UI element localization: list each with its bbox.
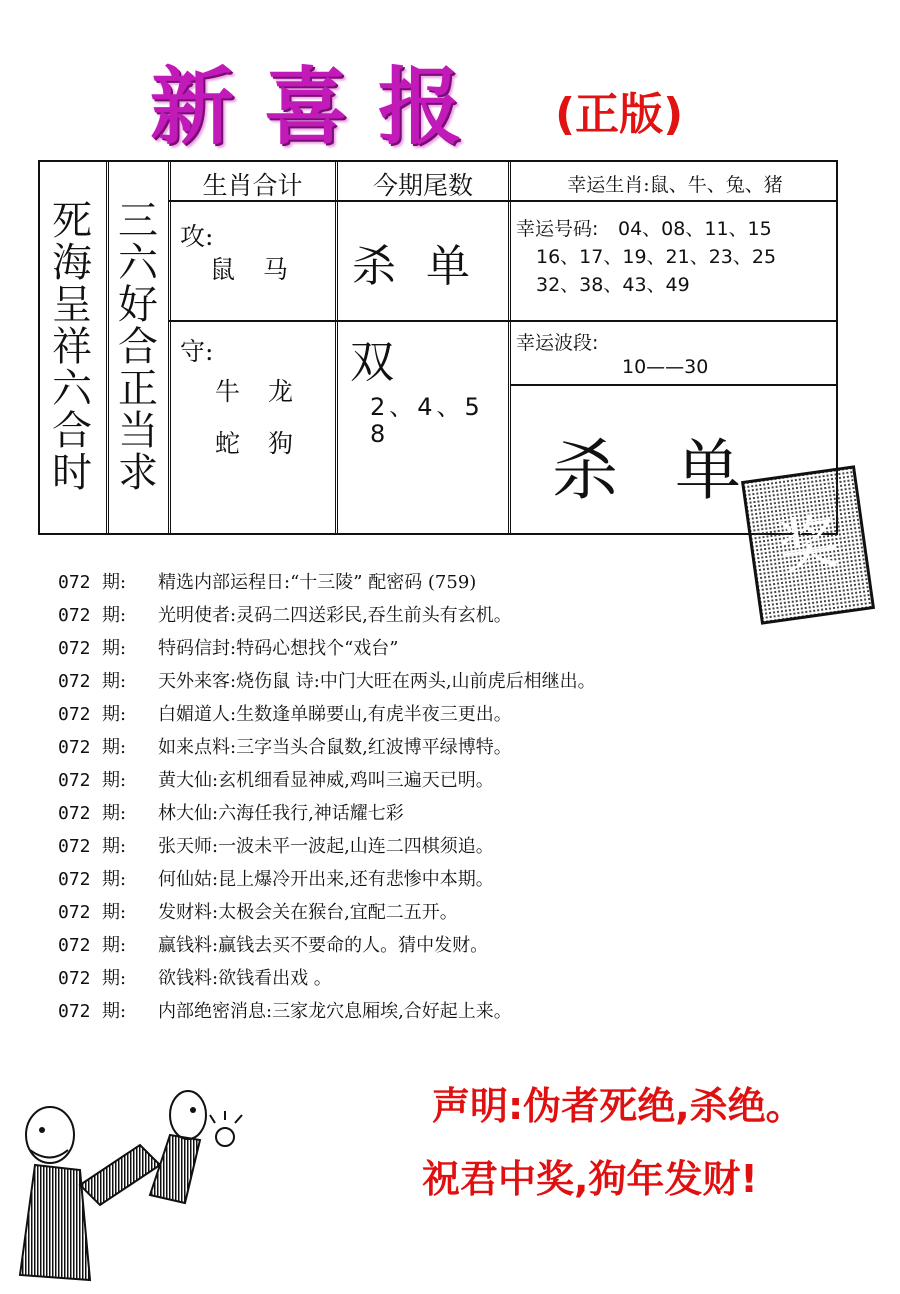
lucky-band-range: 10——30 bbox=[622, 356, 709, 378]
divider bbox=[335, 162, 338, 533]
left-verse-2: 三六好合正当求 bbox=[118, 198, 158, 496]
forecast-line bbox=[58, 898, 458, 924]
issue-number: 072 bbox=[58, 737, 91, 758]
forecast-text: 赢钱料:赢钱去买不要命的人。猜中发财。 bbox=[158, 935, 489, 956]
forecast-line bbox=[58, 931, 488, 957]
lucky-man-cartoon-icon bbox=[10, 1075, 260, 1290]
seal-stamp-icon bbox=[738, 462, 878, 627]
forecast-text: 发财料:太极会关在猴台,宜配二五开。 bbox=[158, 902, 458, 923]
masthead-title: 新喜报 bbox=[150, 58, 493, 156]
issue-number: 072 bbox=[58, 605, 91, 626]
declaration-line2: 祝君中奖,狗年发财! bbox=[422, 1157, 758, 1201]
attack-animals: 鼠 马 bbox=[210, 255, 288, 284]
issue-number: 072 bbox=[58, 572, 91, 593]
issue-number: 072 bbox=[58, 638, 91, 659]
forecast-text: 光明使者:灵码二四送彩民,吞生前头有玄机。 bbox=[158, 605, 512, 626]
issue-number: 072 bbox=[58, 704, 91, 725]
issue-label: 期: bbox=[102, 803, 127, 824]
forecast-text: 林大仙:六海任我行,神话耀七彩 bbox=[158, 803, 404, 824]
issue-label: 期: bbox=[102, 836, 127, 857]
divider bbox=[508, 162, 511, 533]
issue-label: 期: bbox=[102, 737, 127, 758]
forecast-line bbox=[58, 964, 332, 990]
forecast-line bbox=[58, 634, 398, 660]
attack-label: 攻: bbox=[180, 222, 214, 251]
divider bbox=[510, 384, 836, 386]
lucky-numbers-row1: 04、08、11、15 bbox=[618, 218, 772, 240]
forecast-line bbox=[58, 568, 476, 594]
forecast-text: 张天师:一波未平一波起,山连二四棋须追。 bbox=[158, 836, 494, 857]
forecast-line bbox=[58, 700, 512, 726]
divider bbox=[510, 320, 836, 322]
issue-label: 期: bbox=[102, 968, 127, 989]
issue-number: 072 bbox=[58, 1001, 91, 1022]
issue-label: 期: bbox=[102, 902, 127, 923]
stamp-text: 奖 bbox=[773, 506, 843, 584]
issue-label: 期: bbox=[102, 572, 127, 593]
issue-number: 072 bbox=[58, 836, 91, 857]
prediction-grid bbox=[38, 160, 838, 535]
issue-number: 072 bbox=[58, 902, 91, 923]
issue-label: 期: bbox=[102, 935, 127, 956]
forecast-text: 精选内部运程日:“十三陵” 配密码 (759) bbox=[158, 572, 477, 593]
lucky-numbers-label: 幸运号码: bbox=[516, 218, 599, 240]
forecast-text: 何仙姑:昆上爆冷开出来,还有悲惨中本期。 bbox=[158, 869, 494, 890]
issue-number: 072 bbox=[58, 770, 91, 791]
forecast-text: 黄大仙:玄机细看显神威,鸡叫三遍天已明。 bbox=[158, 770, 494, 791]
forecast-line bbox=[58, 733, 512, 759]
defend-line2: 蛇 狗 bbox=[215, 429, 293, 458]
issue-label: 期: bbox=[102, 605, 127, 626]
issue-number: 072 bbox=[58, 803, 91, 824]
issue-label: 期: bbox=[102, 1001, 127, 1022]
issue-label: 期: bbox=[102, 770, 127, 791]
issue-label: 期: bbox=[102, 638, 127, 659]
forecast-line bbox=[58, 997, 512, 1023]
issue-label: 期: bbox=[102, 671, 127, 692]
divider bbox=[106, 162, 109, 533]
tail-pick-numbers-2: 8 bbox=[370, 420, 386, 448]
forecast-line bbox=[58, 799, 404, 825]
forecast-line bbox=[58, 865, 494, 891]
declaration-line1: 声明:伪者死绝,杀绝。 bbox=[432, 1084, 804, 1128]
header-tail: 今期尾数 bbox=[372, 171, 473, 200]
issue-label: 期: bbox=[102, 869, 127, 890]
left-verse-1: 死海呈祥六合时 bbox=[52, 198, 92, 496]
forecast-text: 特码信封:特码心想找个“戏台” bbox=[158, 638, 399, 659]
tail-pick-numbers: 2、4、5 bbox=[370, 393, 484, 421]
forecast-text: 白媚道人:生数逢单睇要山,有虎半夜三更出。 bbox=[158, 704, 512, 725]
forecast-text: 天外来客:烧伤鼠 诗:中门大旺在两头,山前虎后相继出。 bbox=[158, 671, 596, 692]
issue-number: 072 bbox=[58, 935, 91, 956]
lucky-numbers-row2: 16、17、19、21、23、25 bbox=[536, 246, 777, 268]
forecast-line bbox=[58, 667, 596, 693]
issue-label: 期: bbox=[102, 704, 127, 725]
issue-number: 072 bbox=[58, 671, 91, 692]
issue-number: 072 bbox=[58, 968, 91, 989]
lucky-band-label: 幸运波段: bbox=[516, 332, 599, 354]
tail-pick-word: 双 bbox=[350, 337, 394, 388]
forecast-line bbox=[58, 832, 494, 858]
divider bbox=[168, 162, 171, 533]
forecast-text: 欲钱料:欲钱看出戏 。 bbox=[158, 968, 332, 989]
divider bbox=[168, 320, 536, 322]
issue-number: 072 bbox=[58, 869, 91, 890]
forecast-line bbox=[58, 601, 512, 627]
defend-label: 守: bbox=[180, 337, 214, 366]
forecast-line bbox=[58, 766, 494, 792]
tail-kill: 杀 单 bbox=[352, 241, 470, 292]
header-lucky-zodiac: 幸运生肖:鼠、牛、兔、猪 bbox=[567, 174, 783, 196]
edition-label: (正版) bbox=[555, 89, 684, 140]
big-kill: 杀 单 bbox=[552, 432, 741, 509]
forecast-text: 如来点料:三字当头合鼠数,红波博平绿博特。 bbox=[158, 737, 512, 758]
header-zodiac: 生肖合计 bbox=[202, 171, 303, 200]
defend-line1: 牛 龙 bbox=[215, 377, 293, 406]
forecast-text: 内部绝密消息:三家龙穴息厢埃,合好起上来。 bbox=[158, 1001, 512, 1022]
lucky-numbers-row3: 32、38、43、49 bbox=[536, 274, 690, 296]
